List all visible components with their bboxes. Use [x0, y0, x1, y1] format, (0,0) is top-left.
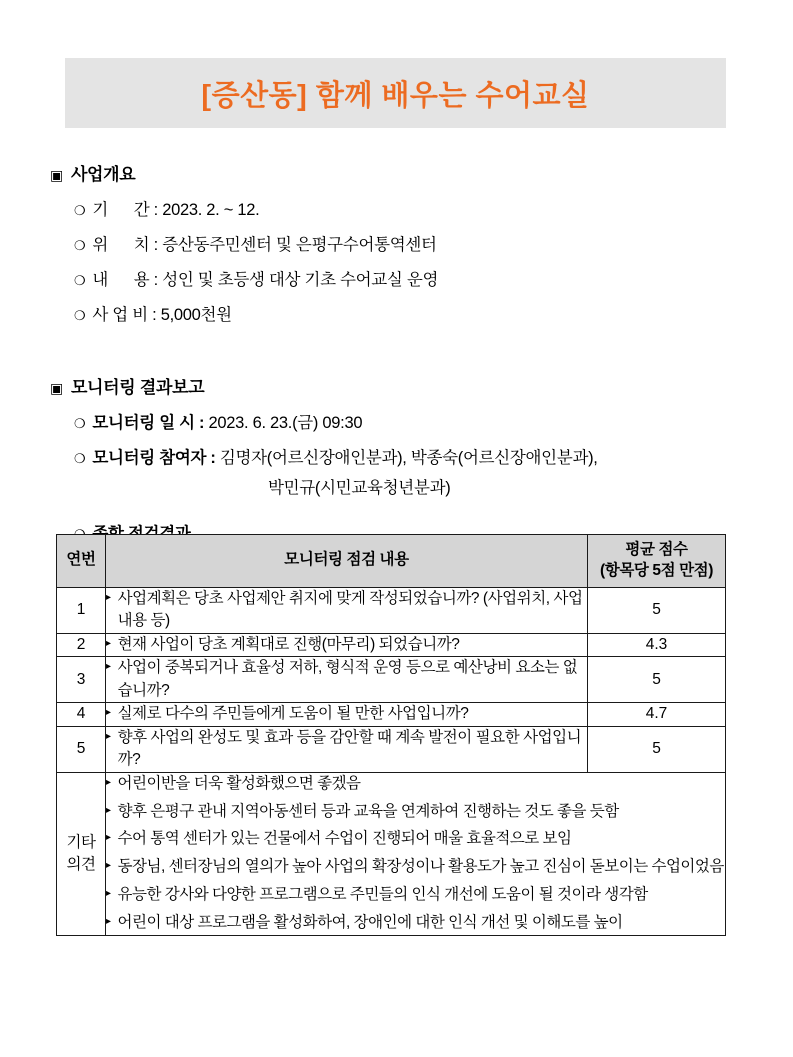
table-header-row: [57, 535, 726, 588]
etc-comment: [106, 828, 725, 851]
triangle-bullet-icon: ▸: [106, 707, 111, 719]
row-score: 4.3: [588, 633, 726, 656]
etc-comment-text: 동장님, 센터장님의 열의가 높아 사업의 확장성이나 활용도가 높고 진심이 돋보이는 수업이었음: [117, 858, 724, 876]
table-header-content: 모니터링 점검 내용: [106, 535, 588, 588]
title-banner: [65, 58, 726, 128]
etc-comment: [106, 884, 725, 907]
table-row: [57, 657, 726, 703]
monitoring-datetime-value: 2023. 6. 23.(금) 09:30: [208, 414, 363, 432]
overview-item-location: [0, 231, 793, 255]
row-question: [106, 657, 588, 703]
triangle-bullet-icon: ▸: [106, 637, 111, 649]
monitoring-participants-value-line2: 박민규(시민교육청년분과): [268, 479, 451, 497]
triangle-bullet-icon: ▸: [106, 661, 111, 673]
overview-item-content: [0, 266, 793, 290]
row-question: [106, 587, 588, 633]
table-row: [57, 726, 726, 772]
triangle-bullet-icon: ▸: [106, 888, 111, 900]
overview-item-period-label: 기 간 :: [92, 201, 163, 219]
section-monitoring: [0, 373, 793, 544]
monitoring-heading-label: 모니터링 결과보고: [70, 378, 205, 397]
monitoring-datetime: [0, 409, 793, 433]
etc-comments: [106, 772, 726, 936]
overview-item-budget: [0, 301, 793, 325]
table-header-score: [588, 535, 726, 588]
square-bullet-icon: ▣: [50, 380, 63, 396]
page-title: [증산동] 함께 배우는 수어교실: [201, 79, 590, 112]
triangle-bullet-icon: ▸: [106, 804, 111, 816]
table-header-score-line2: (항목당 5점 만점): [600, 561, 713, 579]
row-question-text: 실제로 다수의 주민들에게 도움이 될 만한 사업입니까?: [117, 705, 469, 723]
row-score: 5: [588, 657, 726, 703]
table-row: [57, 587, 726, 633]
triangle-bullet-icon: ▸: [106, 832, 111, 844]
row-question-text: 향후 사업의 완성도 및 효과 등을 감안할 때 계속 발전이 필요한 사업입니까?: [117, 728, 582, 769]
etc-comment-text: 어린이 대상 프로그램을 활성화하여, 장애인에 대한 인식 개선 및 이해도를 높이: [117, 914, 623, 932]
table-header-score-line1: 평균 점수: [625, 541, 688, 558]
overview-heading-label: 사업개요: [70, 165, 136, 184]
etc-label-line2: 의견: [66, 855, 96, 873]
row-no: 2: [57, 633, 106, 656]
row-score: 4.7: [588, 703, 726, 726]
circle-bullet-icon: ❍: [74, 416, 86, 431]
overview-item-location-label: 위 치 :: [92, 236, 163, 254]
row-question: [106, 726, 588, 772]
overview-item-content-value: 성인 및 초등생 대상 기초 수어교실 운영: [162, 271, 439, 289]
square-bullet-icon: ▣: [50, 167, 63, 183]
table-row-etc: [57, 772, 726, 936]
row-score: 5: [588, 587, 726, 633]
section-overview: [0, 160, 793, 325]
etc-comment-text: 수어 통역 센터가 있는 건물에서 수업이 진행되어 매울 효율적으로 보임: [117, 830, 572, 848]
row-score: 5: [588, 726, 726, 772]
circle-bullet-icon: ❍: [74, 308, 86, 323]
triangle-bullet-icon: ▸: [106, 860, 111, 872]
row-no: 5: [57, 726, 106, 772]
etc-comment: [106, 912, 725, 935]
circle-bullet-icon: ❍: [74, 273, 86, 288]
monitoring-result-table: [56, 534, 726, 936]
etc-label: [57, 772, 106, 936]
circle-bullet-icon: ❍: [74, 451, 86, 466]
monitoring-heading: [0, 373, 793, 398]
etc-comment-text: 유능한 강사와 다양한 프로그램으로 주민들의 인식 개선에 도움이 될 것이라 생각함: [117, 886, 648, 904]
etc-comment-text: 어린이반을 더욱 활성화했으면 좋겠음: [117, 774, 361, 792]
table-row: [57, 703, 726, 726]
overview-item-period-value: 2023. 2. ~ 12.: [162, 201, 260, 219]
monitoring-participants-value: 김명자(어르신장애인분과), 박종숙(어르신장애인분과),: [219, 449, 598, 467]
overview-item-location-value: 증산동주민센터 및 은평구수어통역센터: [162, 236, 437, 254]
triangle-bullet-icon: ▸: [106, 591, 111, 603]
overview-item-budget-value: 5,000천원: [160, 306, 232, 324]
monitoring-participants: [0, 444, 793, 468]
overview-item-content-label: 내 용 :: [92, 271, 163, 289]
etc-comment: [106, 773, 725, 796]
triangle-bullet-icon: ▸: [106, 776, 111, 788]
circle-bullet-icon: ❍: [74, 238, 86, 253]
etc-comment: [106, 801, 725, 824]
row-question-text: 사업이 중복되거나 효율성 저하, 형식적 운영 등으로 예산낭비 요소는 없습니까?: [117, 659, 578, 699]
row-question-text: 현재 사업이 당초 계획대로 진행(마무리) 되었습니까?: [117, 635, 460, 653]
monitoring-result-table-wrapper: [56, 534, 726, 936]
triangle-bullet-icon: ▸: [106, 730, 111, 742]
row-no: 1: [57, 587, 106, 633]
row-no: 4: [57, 703, 106, 726]
row-no: 3: [57, 657, 106, 703]
monitoring-datetime-label: 모니터링 일 시 :: [92, 414, 209, 432]
monitoring-participants-label: 모니터링 참여자 :: [92, 449, 220, 467]
table-row: [57, 633, 726, 656]
triangle-bullet-icon: ▸: [106, 916, 111, 928]
row-question: [106, 633, 588, 656]
overview-item-budget-label: 사 업 비 :: [92, 306, 161, 324]
overview-item-period: [0, 196, 793, 220]
circle-bullet-icon: ❍: [74, 203, 86, 218]
overview-heading: [0, 160, 793, 185]
row-question-text: 사업계획은 당초 사업제안 취지에 맞게 작성되었습니까? (사업위치, 사업내용 등): [117, 589, 583, 630]
etc-label-line1: 기타: [66, 834, 96, 852]
row-question: [106, 703, 588, 726]
etc-comment: [106, 856, 725, 879]
etc-comment-text: 향후 은평구 관내 지역아동센터 등과 교육을 연계하여 진행하는 것도 좋을 듯함: [117, 802, 619, 820]
table-header-no: 연번: [57, 535, 106, 588]
